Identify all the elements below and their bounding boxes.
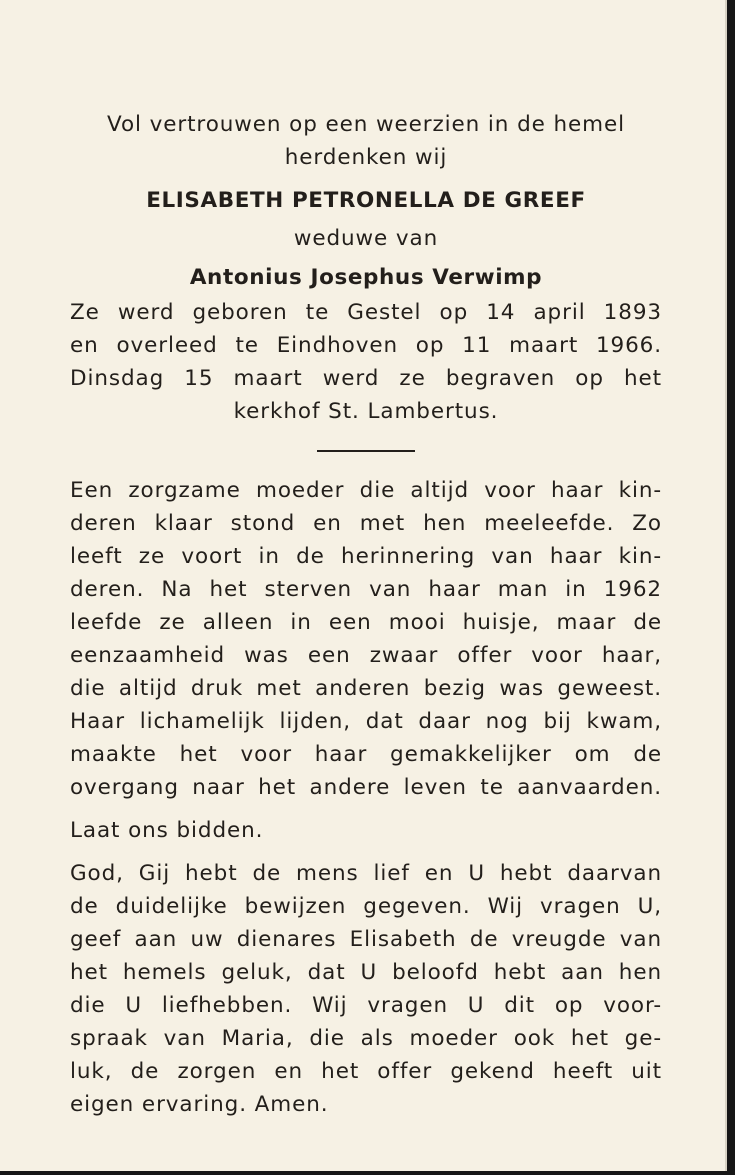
life-facts-line: en overleed te Eindhoven op 11 maart 1966. [70, 333, 662, 358]
biography-line: maakte het voor haar gemakkelijker om de [70, 742, 662, 767]
widow-of-label: weduwe van [293, 226, 439, 251]
life-facts [70, 296, 662, 428]
intro-line: herdenken wij [284, 145, 448, 170]
husband-name: Antonius Josephus Verwimp [189, 265, 543, 290]
prayer-line: spraak van Maria, die als moeder ook het ge- [70, 1026, 662, 1051]
prayer-line: het hemels geluk, dat U beloofd hebt aan hen [70, 960, 662, 985]
biography-line: Haar lichamelijk lijden, dat daar nog bij kwam, [70, 709, 662, 734]
scan-edge-right [727, 0, 735, 1175]
biography-line: eenzaamheid was een zwaar offer voor haar, [70, 643, 662, 668]
biography-line: deren klaar stond en met hen meeleefde. Zo [70, 511, 662, 536]
card-text [70, 108, 662, 1121]
life-facts-line: Dinsdag 15 maart werd ze begraven op het [70, 366, 662, 391]
biography-line: leeft ze voort in de herinnering van haar kin- [70, 544, 662, 569]
prayer-line: God, Gij hebt de mens lief en U hebt daarvan [70, 861, 662, 886]
life-facts-line: Ze werd geboren te Gestel op 14 april 1893 [70, 300, 662, 325]
prayer-line: de duidelijke bewijzen gegeven. Wij vragen U, [70, 894, 662, 919]
intro [70, 108, 662, 174]
biography-line: Een zorgzame moeder die altijd voor haar kin- [70, 478, 662, 503]
prayer-intro: Laat ons bidden. [70, 818, 264, 843]
deceased-name: ELISABETH PETRONELLA DE GREEF [146, 188, 586, 213]
biography-line: deren. Na het sterven van haar man in 1962 [70, 577, 662, 602]
prayer-line: geef aan uw dienares Elisabeth de vreugde van [70, 927, 662, 952]
biography [70, 474, 662, 804]
life-facts-line: kerkhof St. Lambertus. [233, 399, 499, 424]
divider-line [317, 450, 415, 452]
intro-line: Vol vertrouwen op een weerzien in de hemel [107, 112, 625, 137]
scan-edge-bottom [0, 1171, 735, 1175]
prayer-line: die U liefhebben. Wij vragen U dit op voor- [70, 993, 662, 1018]
prayer-line: eigen ervaring. Amen. [70, 1092, 329, 1117]
prayer-line: luk, de zorgen en het offer gekend heeft uit [70, 1059, 662, 1084]
biography-line: overgang naar het andere leven te aanvaarden. [70, 775, 662, 800]
biography-line: die altijd druk met anderen bezig was geweest. [70, 676, 662, 701]
prayer [70, 857, 662, 1121]
biography-line: leefde ze alleen in een mooi huisje, maar de [70, 610, 662, 635]
